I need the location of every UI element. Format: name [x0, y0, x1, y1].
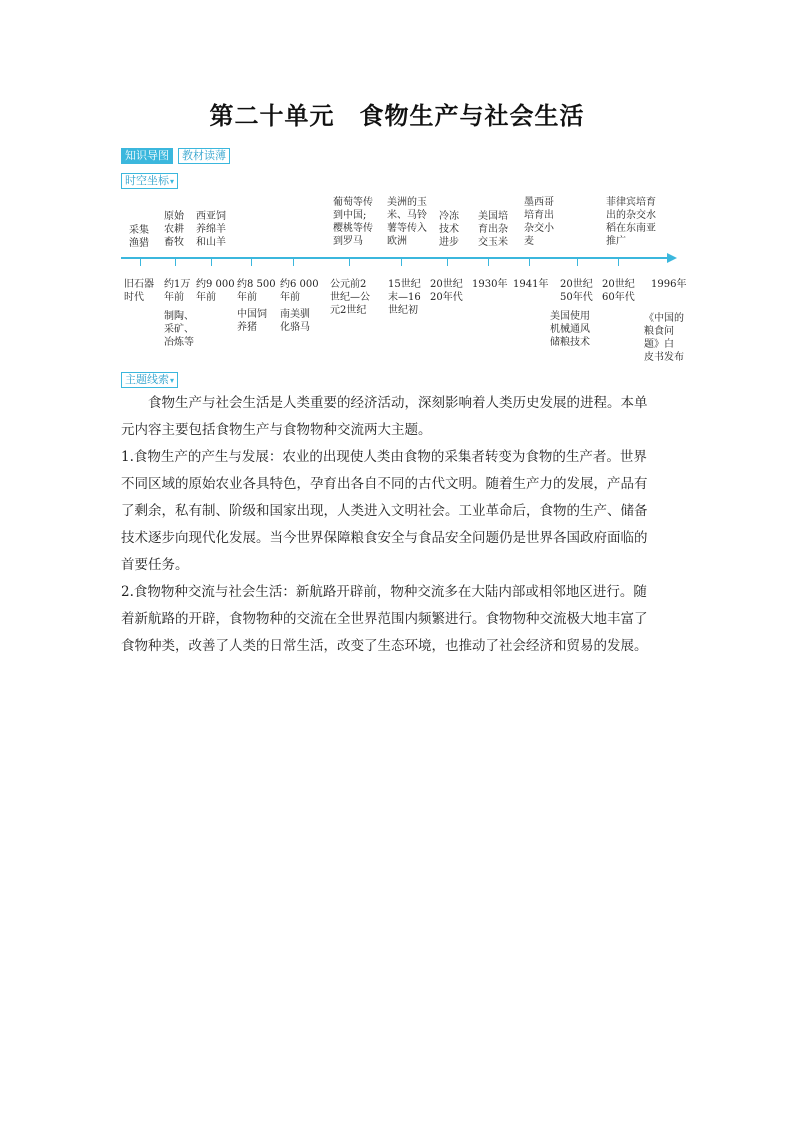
point-1-paragraph: 1.食物生产的产生与发展：农业的出现使人类由食物的采集者转变为食物的生产者。世界 不同区域的原始农业各具特色，孕育出各自不同的古代文明。随着生产力的发展，产品有 了剩余，私有制、阶级和国家出现，人类进入文明社会。工业革命后，食物的生产、储备 技术逐步向现代化发展。当今世界保障粮食安全与食品安全问题仍是世界各国政府面临的 首要任务。 [121, 449, 648, 573]
timeline-event-above: 西亚饲 养绵羊 和山羊 [196, 211, 226, 248]
timeline-event-above: 菲律宾培育 出的杂交水 稻在东南亚 推广 [606, 197, 656, 247]
knowledge-map-tag: 知识导图 [121, 148, 173, 164]
timeline-date: 约1万 年前 [164, 279, 191, 303]
timeline-date: 1996年 [651, 279, 687, 290]
timeline-tick [293, 259, 294, 266]
timeline-tick [251, 259, 252, 266]
timeline-event-above: 葡萄等传 到中国; 樱桃等传 到罗马 [333, 197, 373, 247]
timeline-date: 公元前2 世纪—公 元2世纪 [330, 279, 370, 316]
timeline-event-above: 冷冻 技术 进步 [439, 211, 459, 248]
page-title: 第二十单元 食物生产与社会生活 [209, 102, 585, 130]
timeline-tick [618, 259, 619, 266]
timeline-date: 1930年 [472, 279, 508, 290]
timeline-event-below: 中国饲 养猪 [237, 309, 267, 333]
intro-paragraph: 食物生产与社会生活是人类重要的经济活动，深刻影响着人类历史发展的进程。本单 元内容主要包括食物生产与食物物种交流两大主题。 [121, 395, 648, 438]
timeline-event-below: 《中国的 粮食问 题》白 皮书发布 [644, 313, 684, 363]
timeline-date: 约8 500 年前 [237, 279, 276, 303]
timeline-event-above: 原始 农耕 畜牧 [164, 211, 184, 248]
timeline-arrow-icon [667, 253, 677, 263]
timeline-date: 1941年 [513, 279, 549, 290]
timeline-tick [447, 259, 448, 266]
timeline-event-above: 采集 渔猎 [129, 225, 149, 249]
timeline-event-above: 美洲的玉 米、马铃 薯等传入 欧洲 [387, 197, 427, 247]
timeline-tick [175, 259, 176, 266]
timeline-tag: 时空坐标 ▾ [121, 173, 178, 189]
timeline-date: 旧石器 时代 [124, 279, 154, 303]
timeline-event-above: 墨西哥 培育出 杂交小 麦 [524, 197, 554, 247]
point-2-paragraph: 2.食物物种交流与社会生活：新航路开辟前，物种交流多在大陆内部或相邻地区进行。随 着新航路的开辟，食物物种的交流在全世界范围内频繁进行。食物物种交流极大地丰富了 食物种类，改善了人类的日常生活，改变了生态环境，也推动了社会经济和贸易的发展。 [121, 584, 648, 654]
timeline-tick [577, 259, 578, 266]
timeline-axis [121, 257, 669, 259]
timeline-date: 20世纪 50年代 [560, 279, 593, 303]
theme-tag: 主题线索 ▾ [121, 372, 178, 388]
timeline-tick [140, 259, 141, 266]
timeline-tick [349, 259, 350, 266]
timeline-date: 20世纪 20年代 [430, 279, 463, 303]
timeline-event-below: 南美驯 化骆马 [280, 309, 310, 333]
timeline-tick [529, 259, 530, 266]
timeline-event-below: 制陶、 采矿、 冶炼等 [164, 311, 194, 348]
timeline-date: 约6 000 年前 [280, 279, 319, 303]
timeline-tick [488, 259, 489, 266]
timeline-date: 20世纪 60年代 [602, 279, 635, 303]
timeline-date: 15世纪 末—16 世纪初 [388, 279, 421, 316]
timeline-tick [401, 259, 402, 266]
timeline-tick [211, 259, 212, 266]
timeline-date: 约9 000 年前 [196, 279, 235, 303]
textbook-reading-tag: 教材读薄 [178, 148, 230, 164]
timeline-event-above: 美国培 育出杂 交玉米 [478, 211, 508, 248]
timeline-event-below: 美国使用 机械通风 储粮技术 [550, 311, 590, 348]
